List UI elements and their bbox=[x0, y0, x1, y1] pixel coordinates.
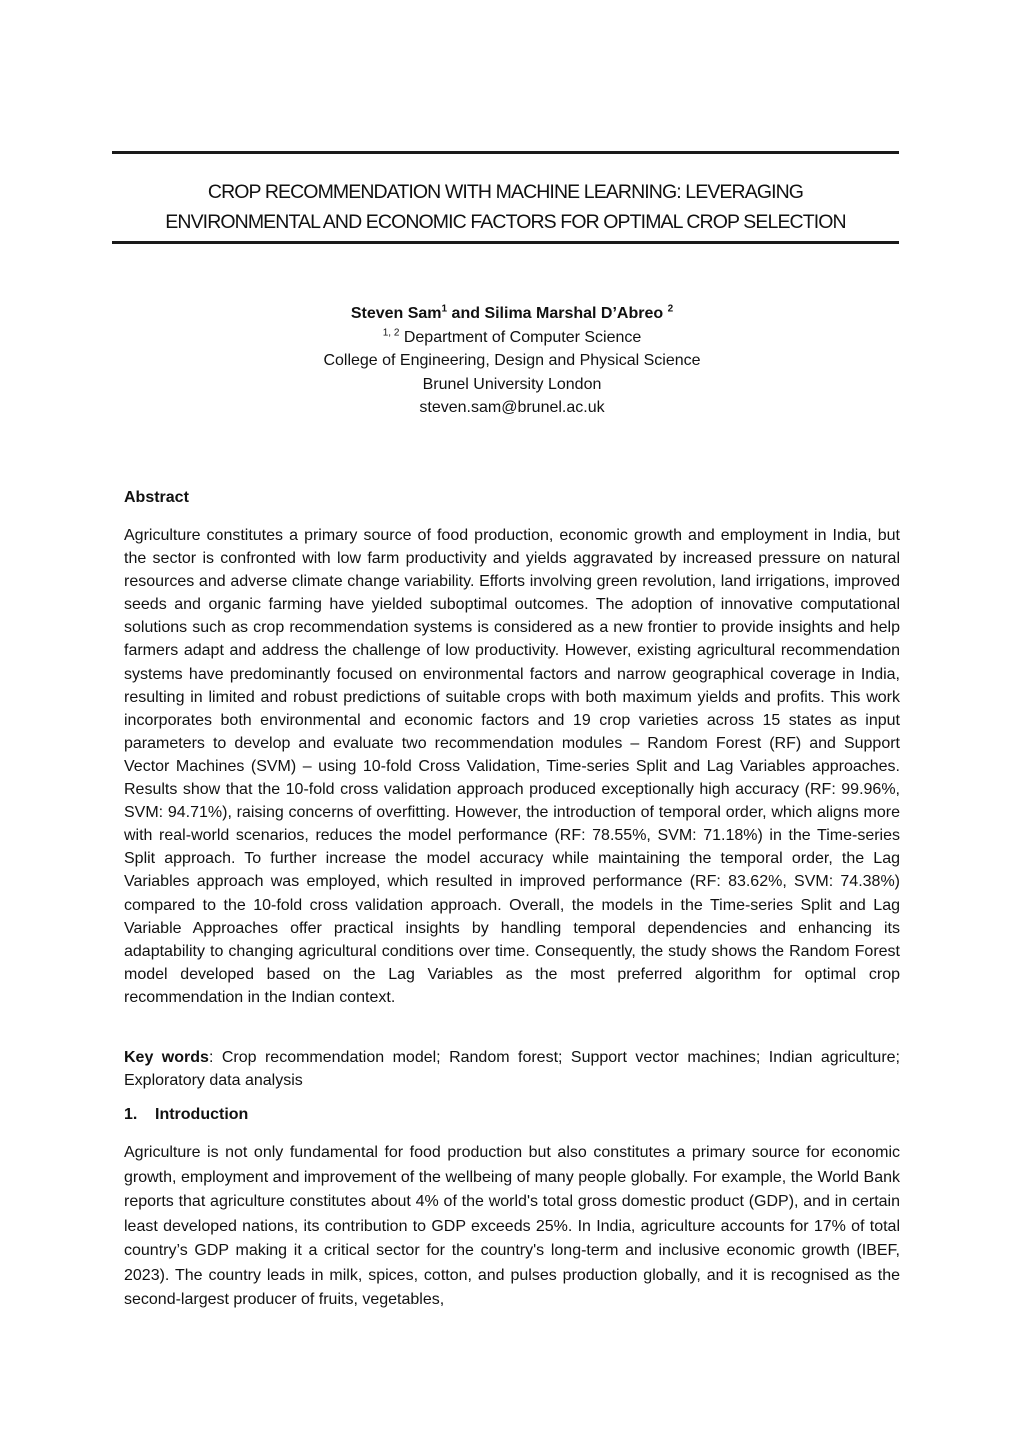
university: Brunel University London bbox=[422, 375, 602, 393]
paper-title bbox=[112, 177, 899, 237]
keywords-paragraph bbox=[124, 1046, 900, 1092]
department-affiliation: 1, 2 bbox=[382, 327, 400, 339]
author-2: Silima Marshal D’Abreo bbox=[484, 305, 664, 322]
title-rule-bottom bbox=[112, 241, 899, 244]
paper-title-line-1: CROP RECOMMENDATION WITH MACHINE LEARNING: LEVERAGING bbox=[207, 181, 804, 203]
author-email: steven.sam@brunel.ac.uk bbox=[419, 399, 605, 416]
author-conjunction: and bbox=[447, 305, 485, 322]
abstract-body bbox=[124, 524, 900, 1009]
author-block bbox=[112, 302, 912, 420]
abstract-text: Agriculture constitutes a primary source of food production, economic growth and employment in India, but the sector is confronted with low farm productivity and yields aggravated by increased pressure on natural resources and adverse climate change variability. Efforts involving green revolution, land irrigations, improved seeds and organic farming have yielded suboptimal outcomes. The adoption of innovative computational solutions such as crop recommendation systems is considered as a new frontier to provide insights and help farmers adapt and address the challenge of low productivity. However, existing agricultural recommendation systems have predominantly focused on environmental factors and narrow geographical coverage in India, resulting in limited and robust predictions of suitable crops with both maximum yields and profits. This work incorporates both environmental and economic factors and 19 crop varieties across 15 states as input parameters to develop and evaluate two recommendation modules – Random Forest (RF) and Support Vector Machines (SVM) – using 10-fold Cross Validation, Time-series Split and Lag Variables approaches. Results show that the 10-fold cross validation approach produced exceptionally high accuracy (RF: 99.96%, SVM: 94.71%), raising concerns of overfitting. However, the introduction of temporal order, which aligns more with real-world scenarios, reduces the model performance (RF: 78.55%, SVM: 71.18%) in the Time-series Split approach. To further increase the model accuracy while maintaining the temporal order, the Lag Variables approach was employed, which resulted in improved performance (RF: 83.62%, SVM: 74.38%) compared to the 10-fold cross validation approach. Overall, the models in the Time-series Split and Lag Variable Approaches offer practical insights by handling temporal dependencies and enhancing its adaptability to changing agricultural conditions over time. Consequently, the study shows the Random Forest model developed based on the Lag Variables as the most preferred algorithm for optimal crop recommendation in the Indian context. bbox=[124, 527, 900, 1006]
keywords-text: : Crop recommendation model; Random forest; Support vector machines; Indian agriculture; Exploratory data analysis bbox=[124, 1049, 901, 1090]
college: College of Engineering, Design and Physical Science bbox=[323, 352, 701, 369]
section-number: 1. bbox=[124, 1106, 138, 1123]
introduction-heading bbox=[124, 1106, 248, 1124]
author-2-affiliation: 2 bbox=[667, 303, 674, 315]
author-names bbox=[112, 302, 912, 326]
author-1: Steven Sam bbox=[350, 305, 442, 322]
abstract-heading: Abstract bbox=[124, 489, 189, 506]
department: Department of Computer Science bbox=[403, 328, 642, 346]
keywords bbox=[124, 1046, 900, 1092]
paper-title-line-2: ENVIRONMENTAL AND ECONOMIC FACTORS FOR OPTIMAL CROP SELECTION bbox=[165, 211, 846, 233]
keywords-label: Key words bbox=[124, 1049, 209, 1066]
introduction-body bbox=[124, 1141, 900, 1313]
department-line bbox=[112, 326, 912, 350]
section-title: Introduction bbox=[155, 1106, 249, 1123]
author-1-affiliation: 1 bbox=[441, 303, 448, 315]
introduction-text: Agriculture is not only fundamental for food production but also constitutes a primary source for economic growth, employment and improvement of the wellbeing of many people globally. For example, the World Bank reports that agriculture constitutes about 4% of the world's total gross domestic product (GDP), and in certain least developed nations, its contribution to GDP exceeds 25%. In India, agriculture accounts for 17% of total country’s GDP making it a critical sector for the country's long-term and inclusive economic growth (IBEF, 2023). The country leads in milk, spices, cotton, and pulses production globally, and it is recognised as the second-largest producer of fruits, vegetables, bbox=[124, 1144, 900, 1308]
title-rule-top bbox=[112, 151, 899, 154]
